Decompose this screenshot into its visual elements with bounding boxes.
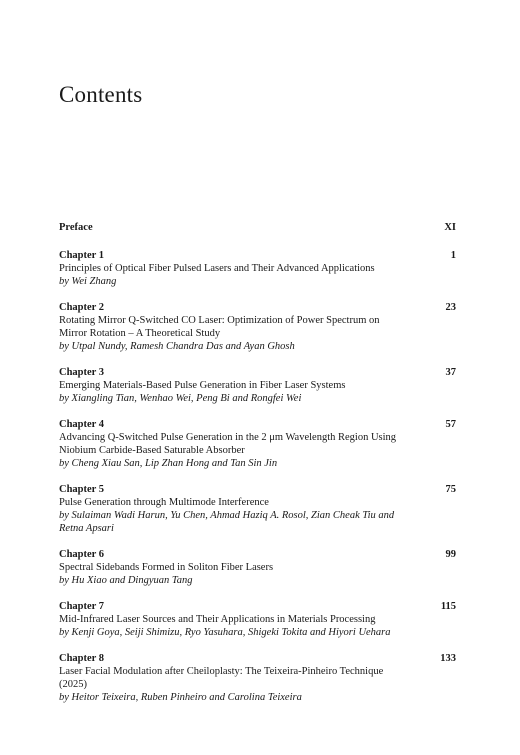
chapter-label: Chapter 8	[59, 653, 105, 664]
toc-preface-entry[interactable]	[59, 221, 456, 234]
chapter-page-number: 1	[450, 250, 456, 261]
chapter-page-number: 133	[440, 653, 456, 664]
toc-entry-chapter-4[interactable]	[59, 418, 456, 470]
chapter-label: Chapter 5	[59, 484, 105, 495]
chapter-authors: by Kenji Goya, Seiji Shimizu, Ryo Yasuhara, Shigeki Tokita and Hiyori Uehara	[59, 627, 391, 638]
chapter-authors: by Xiangling Tian, Wenhao Wei, Peng Bi and Rongfei Wei	[59, 393, 302, 404]
table-of-contents	[59, 221, 456, 717]
toc-entry-chapter-6[interactable]	[59, 548, 456, 587]
page-title: Contents	[59, 82, 143, 107]
chapter-title: Spectral Sidebands Formed in Soliton Fiber Lasers	[59, 562, 274, 573]
chapter-page-number: 99	[445, 549, 456, 560]
toc-entry-chapter-7[interactable]	[59, 600, 456, 639]
chapter-title: Pulse Generation through Multimode Interference	[59, 497, 269, 508]
toc-entry-chapter-5[interactable]	[59, 483, 456, 535]
chapter-label: Chapter 4	[59, 419, 105, 430]
chapter-title: Mid-Infrared Laser Sources and Their Applications in Materials Processing	[59, 614, 376, 625]
chapter-label: Chapter 1	[59, 250, 105, 261]
chapter-title: Principles of Optical Fiber Pulsed Lasers and Their Advanced Applications	[59, 263, 375, 274]
chapter-page-number: 75	[445, 484, 456, 495]
chapter-authors: by Hu Xiao and Dingyuan Tang	[59, 575, 193, 586]
chapter-authors: by Wei Zhang	[59, 276, 117, 287]
chapter-title: Emerging Materials-Based Pulse Generation in Fiber Laser Systems	[59, 380, 346, 391]
chapter-authors: by Utpal Nundy, Ramesh Chandra Das and Ayan Ghosh	[59, 341, 295, 352]
chapter-title: Rotating Mirror Q-Switched CO Laser: Optimization of Power Spectrum on Mirror Rotation – A Theoretical Study	[59, 315, 380, 339]
chapter-page-number: 37	[445, 367, 456, 378]
chapter-page-number: 23	[445, 302, 456, 313]
chapter-title: Laser Facial Modulation after Cheiloplasty: The Teixeira-Pinheiro Technique (2025)	[59, 666, 384, 690]
chapter-authors: by Cheng Xiau San, Lip Zhan Hong and Tan Sin Jin	[59, 458, 278, 469]
chapter-authors: by Sulaiman Wadi Harun, Yu Chen, Ahmad Haziq A. Rosol, Zian Cheak Tiu and Retna Apsari	[59, 510, 395, 534]
chapter-label: Chapter 6	[59, 549, 105, 560]
chapter-title: Advancing Q-Switched Pulse Generation in the 2 μm Wavelength Region Using Niobium Carbide-Based Saturable Absorber	[59, 432, 397, 456]
toc-entry-chapter-3[interactable]	[59, 366, 456, 405]
chapter-label: Chapter 2	[59, 302, 105, 313]
chapter-page-number: 57	[445, 419, 456, 430]
chapter-label: Chapter 3	[59, 367, 105, 378]
toc-entry-chapter-8[interactable]	[59, 652, 456, 704]
toc-entry-chapter-1[interactable]	[59, 249, 456, 288]
preface-page-number: XI	[444, 222, 456, 233]
chapter-authors: by Heitor Teixeira, Ruben Pinheiro and Carolina Teixeira	[59, 692, 302, 703]
chapter-page-number: 115	[440, 601, 456, 612]
toc-entry-chapter-2[interactable]	[59, 301, 456, 353]
chapter-label: Chapter 7	[59, 601, 105, 612]
preface-label: Preface	[59, 222, 93, 233]
